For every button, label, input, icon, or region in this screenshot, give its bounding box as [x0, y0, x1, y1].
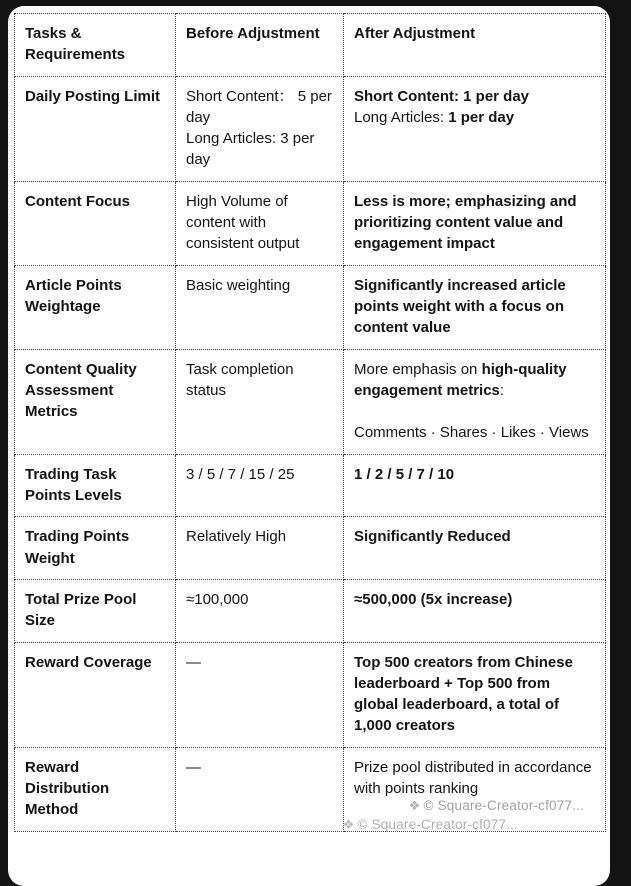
cell-before — [176, 517, 344, 580]
watermark-text-2: © Square-Creator-cf077... — [357, 817, 518, 832]
cell-after — [344, 349, 606, 454]
watermark-line-1 — [409, 798, 584, 814]
cell-before — [176, 181, 344, 265]
cell-paragraph: Short Content： 5 per day — [186, 87, 332, 126]
cell-before — [176, 265, 344, 349]
table-card — [8, 6, 610, 886]
table-row — [15, 181, 606, 265]
cell-task: Content Focus — [15, 181, 176, 265]
table-row — [15, 579, 606, 642]
cell-paragraph: Short Content: 1 per day — [354, 87, 530, 105]
table-row — [15, 349, 606, 454]
cell-task: Reward Coverage — [15, 642, 176, 747]
table-row — [15, 265, 606, 349]
table-body — [15, 76, 606, 831]
cell-paragraph: ≈500,000 (5x increase) — [354, 590, 513, 608]
cell-after — [344, 642, 606, 747]
header-cell: After Adjustment — [344, 14, 606, 77]
cell-paragraph: Relatively High — [186, 528, 287, 546]
cell-paragraph: 3 / 5 / 7 / 15 / 25 — [186, 465, 295, 483]
table-row — [15, 76, 606, 181]
cell-paragraph: — — [186, 758, 201, 776]
cell-paragraph: 1 / 2 / 5 / 7 / 10 — [354, 465, 455, 483]
cell-after — [344, 517, 606, 580]
cell-paragraph: Top 500 creators from Chinese leaderboard + Top 500 from global leaderboard, a total of 1,000 creators — [354, 653, 573, 735]
header-cell: Before Adjustment — [176, 14, 344, 77]
diamond-logo-icon: ❖ — [342, 817, 355, 832]
cell-after — [344, 76, 606, 181]
cell-paragraph: Long Articles: 3 per day — [186, 130, 315, 169]
cell-paragraph: Less is more; emphasizing and prioritizing content value and engagement impact — [354, 192, 577, 253]
diamond-logo-icon: ❖ — [408, 798, 421, 813]
cell-task: Trading Task Points Levels — [15, 454, 176, 517]
watermark-line-2 — [343, 817, 518, 833]
cell-before — [176, 76, 344, 181]
cell-after — [344, 454, 606, 517]
cell-before — [176, 349, 344, 454]
cell-before — [176, 579, 344, 642]
cell-task: Reward Distribution Method — [15, 747, 176, 831]
cell-paragraph: Comments · Shares · Likes · Views — [354, 424, 589, 442]
cell-after — [344, 265, 606, 349]
cell-before — [176, 747, 344, 831]
watermark-text-1: © Square-Creator-cf077... — [423, 798, 584, 813]
cell-after — [344, 579, 606, 642]
cell-paragraph: ≈100,000 — [186, 590, 249, 608]
cell-task: Article Points Weightage — [15, 265, 176, 349]
cell-paragraph: Prize pool distributed in accordance with points ranking — [354, 758, 592, 798]
table-row — [15, 454, 606, 517]
header-cell: Tasks & Requirements — [15, 14, 176, 77]
adjustment-table — [14, 13, 606, 832]
cell-task: Content Quality Assessment Metrics — [15, 349, 176, 454]
table-row — [15, 642, 606, 747]
cell-paragraph — [354, 401, 595, 422]
cell-paragraph: — — [186, 653, 201, 671]
cell-paragraph: Basic weighting — [186, 276, 291, 294]
cell-paragraph: Long Articles: 1 per day — [354, 108, 515, 126]
cell-paragraph: High Volume of content with consistent output — [186, 192, 300, 253]
cell-task: Trading Points Weight — [15, 517, 176, 580]
cell-task: Total Prize Pool Size — [15, 579, 176, 642]
cell-after — [344, 181, 606, 265]
cell-task: Daily Posting Limit — [15, 76, 176, 181]
cell-before — [176, 642, 344, 747]
cell-paragraph: Significantly Reduced — [354, 528, 511, 546]
cell-paragraph: Task completion status — [186, 360, 294, 399]
cell-paragraph: Significantly increased article points weight with a focus on content value — [354, 276, 566, 337]
cell-paragraph: More emphasis on high-quality engagement metrics: — [354, 360, 567, 399]
cell-before — [176, 454, 344, 517]
table-row — [15, 517, 606, 580]
header-row — [15, 14, 606, 77]
